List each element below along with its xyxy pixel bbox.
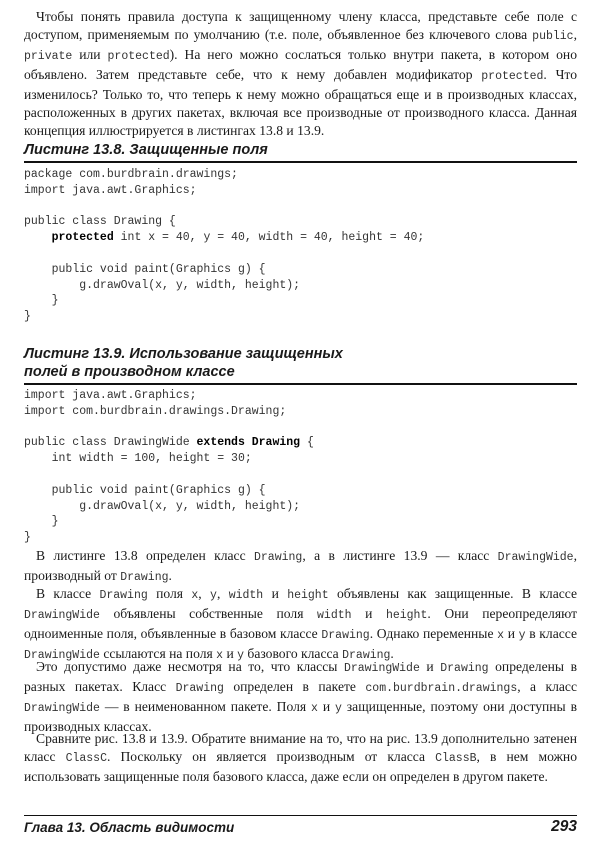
inline-code: y <box>335 702 342 715</box>
text-run: , а в листинге 13.9 — класс <box>302 548 498 563</box>
text-run: защищенные, поэтому они доступны в производных классах. <box>24 699 578 734</box>
inline-code: DrawingWide <box>24 649 100 662</box>
text-run: и <box>504 626 519 641</box>
text-run: и <box>419 659 441 674</box>
inline-code: Drawing <box>321 629 370 642</box>
text-run: . <box>168 568 172 583</box>
text-run: Это допустимо даже несмотря на то, что классы <box>36 659 344 674</box>
paragraph-4 <box>24 730 577 786</box>
code-line: public class DrawingWide <box>24 436 197 450</box>
inline-code: x <box>311 702 318 715</box>
text-run: , производный от <box>24 548 577 583</box>
inline-code: DrawingWide <box>497 551 574 564</box>
text-run: , <box>198 586 211 601</box>
inline-code: Drawing <box>175 682 224 695</box>
listing-13-9-heading <box>24 345 577 385</box>
inline-code: width <box>228 589 264 602</box>
inline-code: Drawing <box>440 662 489 675</box>
listing-13-9-code <box>24 388 314 546</box>
inline-code: DrawingWide <box>24 609 100 622</box>
text-run: , а класс <box>517 679 577 694</box>
intro-paragraph <box>24 8 577 140</box>
text-run: и <box>223 646 238 661</box>
text-run: , <box>216 586 229 601</box>
code-line: int width = 100, height = 30; <box>51 452 252 466</box>
listing-13-8-code <box>24 167 424 325</box>
code-line: { <box>300 436 314 450</box>
inline-code: Drawing <box>120 571 169 584</box>
inline-code: Drawing <box>99 589 148 602</box>
text-run: объявлены как защищенные. В классе <box>328 586 578 601</box>
code-line: import com.burdbrain.drawings.Drawing; <box>24 404 287 418</box>
paragraph-2 <box>24 585 577 665</box>
paragraph-3 <box>24 658 577 736</box>
inline-code: x <box>497 629 505 642</box>
text-run: ссылаются на поля <box>99 646 217 661</box>
text-run: поля <box>147 586 192 601</box>
text-run: , в нем можно использовать защищенные поля базового класса, даже если он определен в другом пакете. <box>24 749 577 784</box>
text-run: и <box>317 699 335 714</box>
inline-code: Drawing <box>254 551 303 564</box>
inline-code: height <box>287 589 329 602</box>
inline-code: x <box>216 649 224 662</box>
inline-code: Drawing <box>342 649 391 662</box>
listing-heading-text: Листинг 13.8. Защищенные поля <box>24 142 268 158</box>
text-run: В классе <box>36 586 100 601</box>
inline-code: x <box>191 589 199 602</box>
inline-code: public <box>532 30 574 43</box>
code-line: int x = 40, y = 40, width = 40, height = 40; <box>113 231 425 245</box>
text-run: определены в разных пакетах. Класс <box>24 659 577 694</box>
inline-code: y <box>518 629 526 642</box>
listing-13-8-heading <box>24 141 577 163</box>
code-line: import java.awt.Graphics; <box>24 183 197 197</box>
text-run: . Что изменилось? Только то, что теперь к нему можно обращаться еще и в производных классах, расположенных в других пакетах, включая все производные от производного класса. Данная концепция иллюстрируется в листингах 13.8 и 13.9. <box>24 67 577 138</box>
inline-code: protected <box>107 50 170 63</box>
inline-code: y <box>210 589 217 602</box>
text-run: — в неименованном пакете. Поля <box>99 699 312 714</box>
inline-code: private <box>24 50 73 63</box>
code-line: } <box>24 531 31 545</box>
footer-divider <box>24 815 577 816</box>
code-line: } <box>24 310 31 324</box>
text-run: В листинге 13.8 определен класс <box>36 548 254 563</box>
code-keyword: protected <box>51 231 114 245</box>
text-run: Чтобы понять правила доступа к защищенному члену класса, представьте себе поле с доступом, применяемым по умолчанию (т.е. поле, объявленное без ключевого слова <box>24 9 577 42</box>
code-line: g.drawOval(x, y, width, height); <box>79 278 301 292</box>
code-line: g.drawOval(x, y, width, height); <box>79 499 301 513</box>
text-run: . Поскольку он является производным от класса <box>107 749 436 764</box>
inline-code: protected <box>481 70 544 83</box>
paragraph-1 <box>24 547 577 587</box>
page-number: 293 <box>551 818 577 835</box>
code-line: package com.burdbrain.drawings; <box>24 168 238 181</box>
inline-code: ClassB <box>435 752 477 765</box>
text-run: . <box>390 646 394 661</box>
text-run: ). На него можно сослаться только внутри пакета, в котором оно объявлено. Затем представьте себе, что к нему добавлен модификатор <box>24 47 577 82</box>
inline-code: DrawingWide <box>343 662 420 675</box>
code-line: public void paint(Graphics g) { <box>51 483 266 497</box>
inline-code: y <box>237 649 245 662</box>
text-run: или <box>72 47 108 62</box>
text-run: объявлены собственные поля <box>99 606 318 621</box>
text-run: . Однако переменные <box>369 626 498 641</box>
text-run: и <box>263 586 288 601</box>
text-run: базового класса <box>244 646 343 661</box>
inline-code: width <box>317 609 352 622</box>
code-line: } <box>51 294 59 308</box>
listing-heading-text: полей в производном классе <box>24 364 235 380</box>
code-line: public void paint(Graphics g) { <box>51 262 266 276</box>
code-keyword: extends Drawing <box>196 436 301 450</box>
code-line: public class Drawing { <box>24 215 176 229</box>
inline-code: DrawingWide <box>24 702 100 715</box>
chapter-title: Глава 13. Область видимости <box>24 820 235 835</box>
listing-heading-text: Листинг 13.9. Использование защищенных <box>24 346 343 362</box>
inline-code: com.burdbrain.drawings <box>365 682 518 695</box>
inline-code: ClassC <box>65 752 107 765</box>
code-line: import java.awt.Graphics; <box>24 389 197 402</box>
text-run: в классе <box>525 626 577 641</box>
text-run: Сравните рис. 13.8 и 13.9. Обратите внимание на то, что на рис. 13.9 дополнительно затенен класс <box>24 731 577 764</box>
text-run: и <box>351 606 386 621</box>
code-line: } <box>51 515 59 529</box>
text-run: определен в пакете <box>223 679 366 694</box>
inline-code: height <box>385 609 428 622</box>
text-run: , <box>573 27 577 42</box>
text-run: . Они переопределяют одноименные поля, объявленные в базовом классе <box>24 606 578 641</box>
